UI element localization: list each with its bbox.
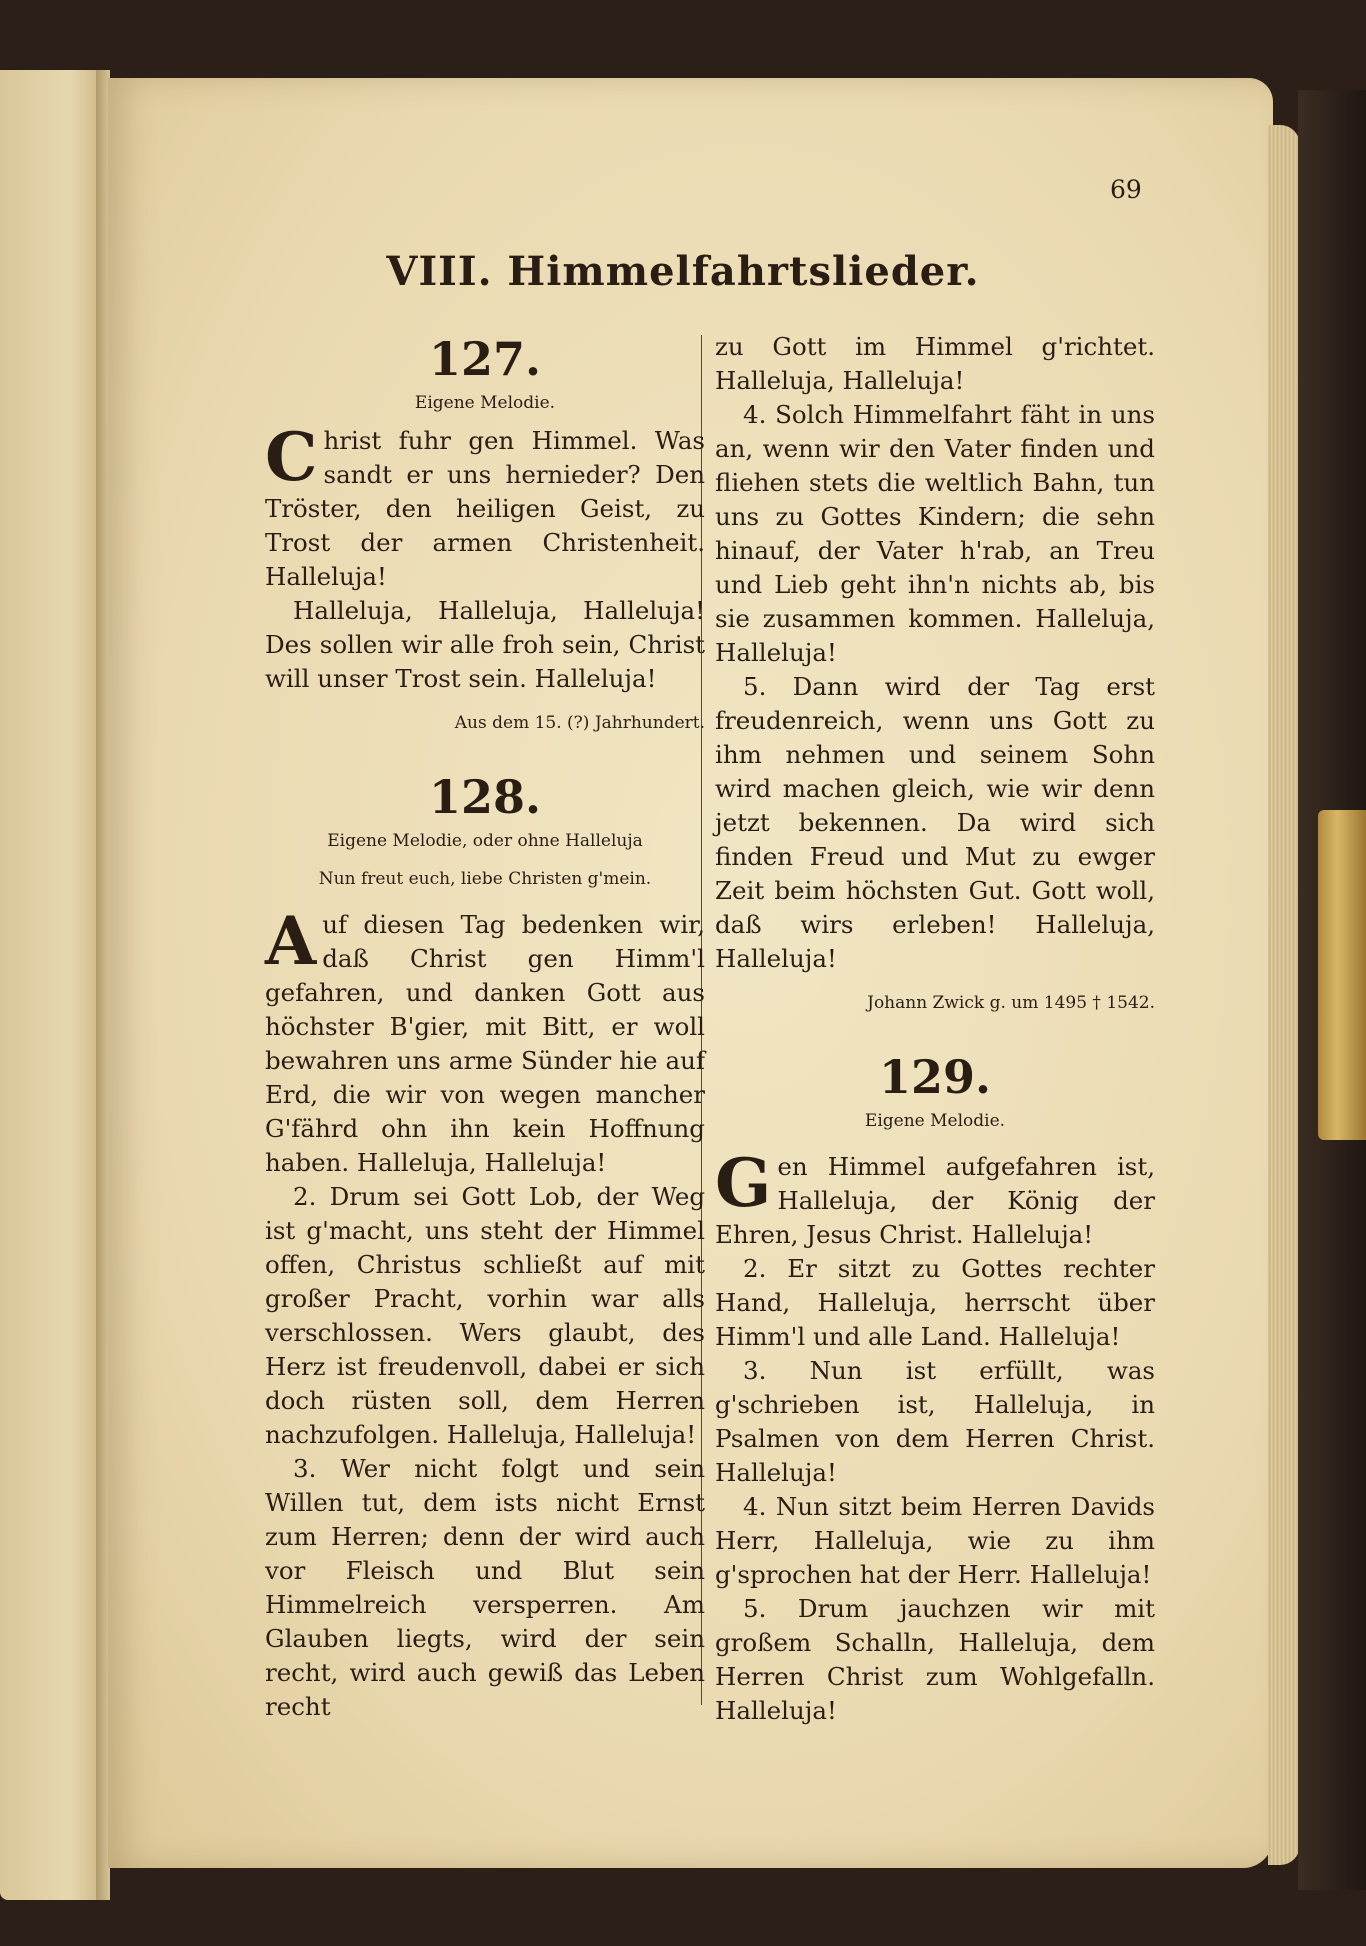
page-number: 69 bbox=[1110, 175, 1142, 204]
hymn-128-stanza-3-continuation: zu Gott im Himmel g'richtet. Halleluja, Halleluja! bbox=[715, 332, 1155, 395]
hymn-128-stanza-1-text: uf diesen Tag bedenken wir, daß Christ gen Himm'l gefahren, und danken Gott aus höchster B'gier, mit Bitt, er woll bewahren uns arme Sünder hie auf Erd, die wir von wegen mancher G'fährd ohn ihn kein Hoffnung haben. Halleluja, Halleluja! bbox=[265, 910, 705, 1177]
hymn-128-stanza-5: 5. Dann wird der Tag erst freudenreich, wenn uns Gott zu ihm nehmen und seinem Sohn wird machen gleich, wie wir denn jetzt bekennen. Da wird sich finden Freud und Mut zu ewger Zeit beim höchsten Gut. Gott woll, daß wirs erleben! Halleluja, Halleluja! bbox=[715, 672, 1155, 973]
previous-page-edge bbox=[0, 70, 100, 1900]
hymn-128-source: Johann Zwick g. um 1495 † 1542. bbox=[867, 993, 1155, 1013]
hymn-129-stanza-1 bbox=[715, 1144, 1155, 1252]
book-clasp bbox=[1318, 810, 1366, 1140]
hymn-129-stanza-4: 4. Nun sitzt beim Herren Davids Herr, Halleluja, wie zu ihm g'sprochen hat der Herr. Halleluja! bbox=[715, 1492, 1155, 1589]
hymn-127-stanza-1-text: hrist fuhr gen Himmel. Was sandt er uns hernieder? Den Tröster, den heiligen Geist, zu Trost der armen Christenheit. Halleluja! bbox=[265, 426, 705, 591]
hymn-number-127: 127. bbox=[428, 332, 542, 386]
hymn-127-dropcap: C bbox=[265, 418, 318, 496]
hymn-128-stanza-3: 3. Wer nicht folgt und sein Willen tut, dem ists nicht Ernst zum Herren; denn der wird auch vor Fleisch und Blut sein Himmelreich versperren. Am Glauben liegts, wird der sein recht, wird auch gewiß das Leben recht bbox=[265, 1454, 705, 1721]
hymn-129-stanza-1-text: en Himmel aufgefahren ist, Halleluja, der König der Ehren, Jesus Christ. Halleluja! bbox=[715, 1152, 1155, 1249]
hymn-129-dropcap: G bbox=[715, 1144, 772, 1222]
hymn-128-stanza-4: 4. Solch Himmelfahrt fäht in uns an, wenn wir den Vater finden und fliehen stets die weltlich Bahn, tun uns zu Gottes Kindern; die sehn hinauf, der Vater h'rab, an Treu und Lieb geht ihn'n nichts ab, bis sie zusammen kommen. Halleluja, Halleluja! bbox=[715, 400, 1155, 667]
hymn-129-stanza-2: 2. Er sitzt zu Gottes rechter Hand, Halleluja, herrscht über Himm'l und alle Land. Halleluja! bbox=[715, 1254, 1155, 1351]
right-column bbox=[715, 330, 1155, 1728]
hymn-number-128: 128. bbox=[428, 770, 542, 824]
hymn-128-dropcap: A bbox=[265, 902, 317, 980]
page-edges bbox=[1268, 125, 1300, 1865]
hymn-129-melody: Eigene Melodie. bbox=[864, 1111, 1006, 1131]
hymn-129-stanza-3: 3. Nun ist erfüllt, was g'schrieben ist, Halleluja, in Psalmen von dem Herren Christ. Halleluja! bbox=[715, 1356, 1155, 1487]
hymn-127-stanza-1 bbox=[265, 418, 705, 594]
hymn-number-129: 129. bbox=[878, 1050, 992, 1104]
hymn-127-melody: Eigene Melodie. bbox=[414, 393, 556, 413]
chapter-title: VIII. Himmelfahrtslieder. bbox=[386, 248, 980, 295]
hymn-129-stanza-5: 5. Drum jauchzen wir mit großem Schalln, Halleluja, dem Herren Christ zum Wohlgefalln. Halleluja! bbox=[715, 1594, 1155, 1725]
left-column bbox=[265, 330, 705, 1724]
hymn-128-melody-line-1: Eigene Melodie, oder ohne Halleluja bbox=[327, 831, 643, 851]
hymn-128-melody-line-2: Nun freut euch, liebe Christen g'mein. bbox=[318, 869, 652, 889]
hymn-128-stanza-2: 2. Drum sei Gott Lob, der Weg ist g'macht, uns steht der Himmel offen, Christus schließt auf mit großer Pracht, vorhin war alls verschlossen. Wers glaubt, des Herz ist freudenvoll, dabei er sich doch rüsten soll, dem Herren nachzufolgen. Halleluja, Halleluja! bbox=[265, 1182, 705, 1449]
hymn-128-stanza-1 bbox=[265, 902, 705, 1180]
hymn-127-source: Aus dem 15. (?) Jahrhundert. bbox=[454, 713, 705, 733]
hymn-127-refrain: Halleluja, Halleluja, Halleluja! Des sollen wir alle froh sein, Christ will unser Trost sein. Halleluja! bbox=[265, 596, 705, 693]
